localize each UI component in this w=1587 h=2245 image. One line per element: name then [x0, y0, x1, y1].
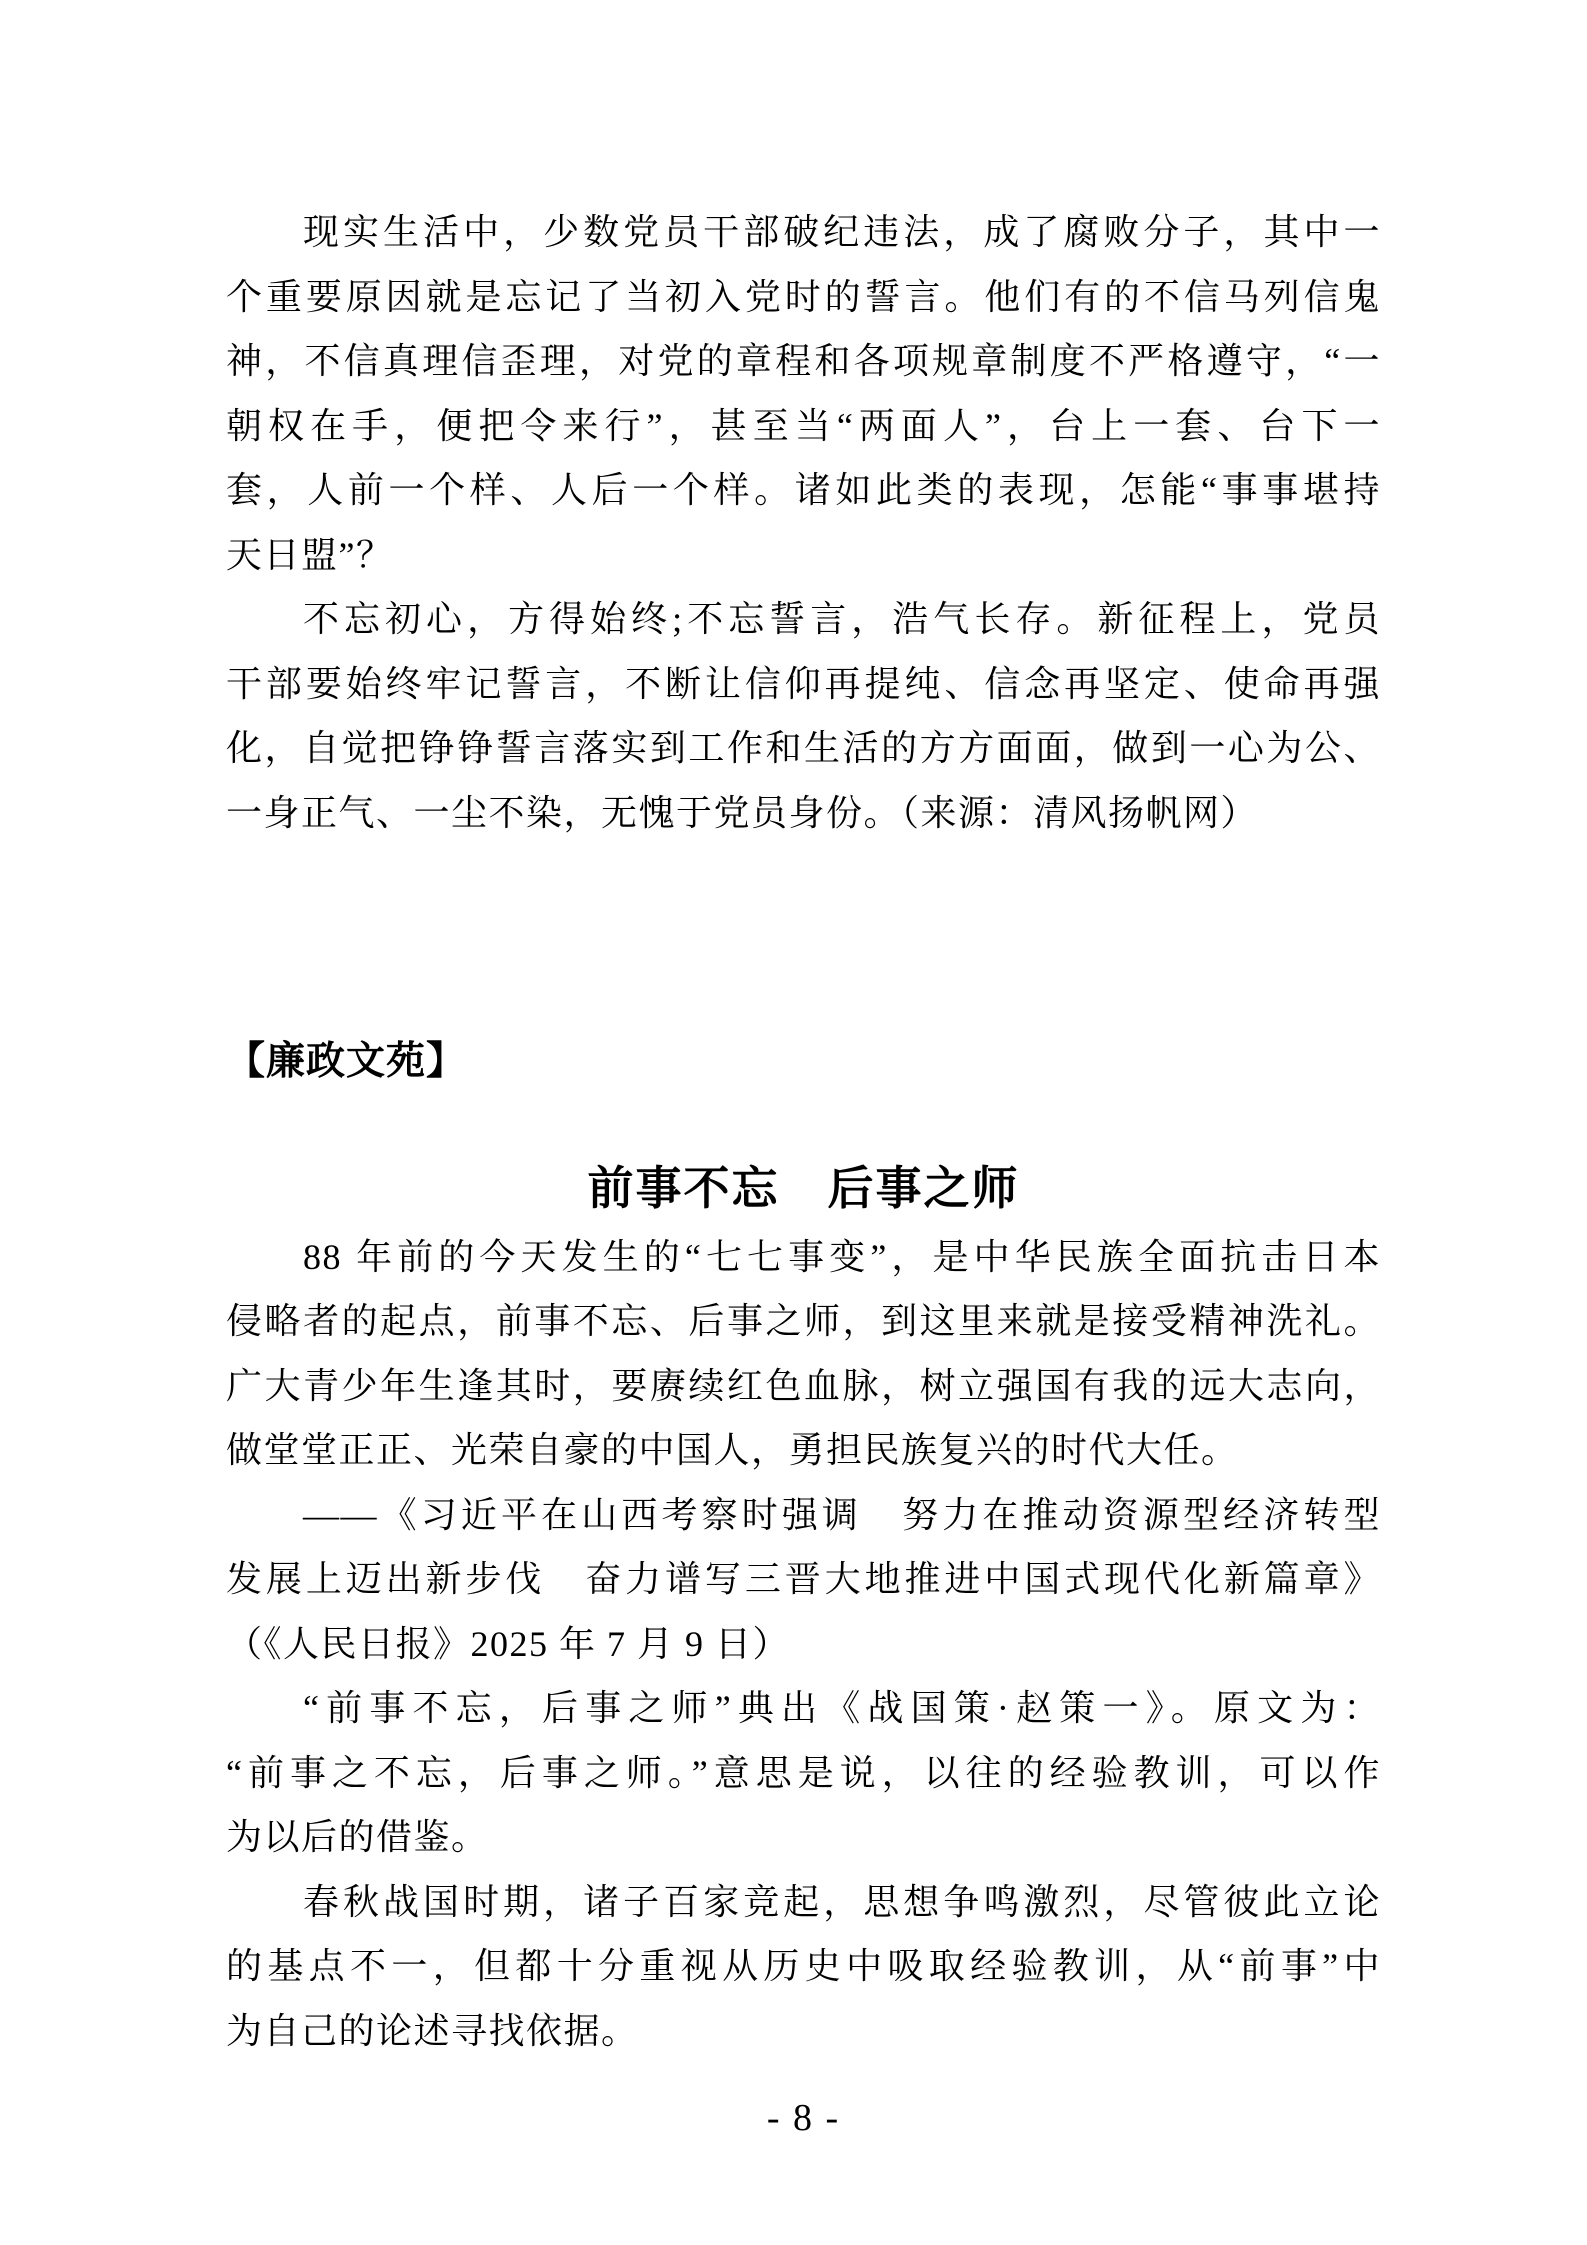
text-line: 广大青少年生逢其时，要赓续红色血脉，树立强国有我的远大志向，	[226, 1365, 1381, 1406]
text-line: ——《习近平在山西考察时强调 努力在推动资源型经济转型	[303, 1494, 1381, 1535]
text-line: 发展上迈出新步伐 奋力谱写三晋大地推进中国式现代化新篇章》	[226, 1559, 1381, 1599]
text-line: 一身正气、一尘不染，无愧于党员身份。（来源：清风扬帆网）	[226, 792, 1259, 833]
document-page	[226, 200, 1381, 2140]
paragraph-citation	[226, 1483, 1381, 1677]
article-title: 前事不忘 后事之师	[587, 1162, 1020, 1214]
text-line: 朝权在手，便把令来行”，甚至当“两面人”，台上一套、台下一	[226, 405, 1381, 446]
text-line: 春秋战国时期，诸子百家竞起，思想争鸣激烈，尽管彼此立论	[303, 1881, 1381, 1922]
text-line: 为自己的论述寻找依据。	[226, 2010, 639, 2051]
text-line: 现实生活中，少数党员干部破纪违法，成了腐败分子，其中一	[303, 212, 1381, 252]
text-line: 套，人前一个样、人后一个样。诸如此类的表现，怎能“事事堪持	[226, 470, 1381, 510]
text-line: 干部要始终牢记誓言，不断让信仰再提纯、信念再坚定、使命再强	[226, 663, 1381, 704]
paragraph	[226, 1676, 1381, 1870]
text-line: 化，自觉把铮铮誓言落实到工作和生活的方方面面，做到一心为公、	[226, 728, 1381, 768]
text-line: 的基点不一，但都十分重视从历史中吸取经验教训，从“前事”中	[226, 1946, 1381, 1986]
text-line: 侵略者的起点，前事不忘、后事之师，到这里来就是接受精神洗礼。	[226, 1301, 1381, 1341]
paragraph	[226, 1225, 1381, 1483]
text-line: 不忘初心，方得始终;不忘誓言，浩气长存。新征程上，党员	[303, 599, 1381, 639]
text-line: 个重要原因就是忘记了当初入党时的誓言。他们有的不信马列信鬼	[226, 276, 1381, 317]
text-line: 天日盟”？	[226, 534, 394, 575]
text-line: 为以后的借鉴。	[226, 1817, 489, 1857]
text-line: 神，不信真理信歪理，对党的章程和各项规章制度不严格遵守，“一	[226, 341, 1381, 381]
paragraph	[226, 200, 1381, 587]
text-line: 88 年前的今天发生的“七七事变”，是中华民族全面抗击日本	[303, 1236, 1381, 1277]
text-line: （《人民日报》2025 年 7 月 9 日）	[226, 1623, 791, 1664]
section-header: 【廉政文苑】	[226, 1040, 467, 1083]
text-line: “前事之不忘，后事之师。”意思是说，以往的经验教训，可以作	[226, 1752, 1381, 1793]
paragraph	[226, 587, 1381, 845]
page-number: - 8 -	[766, 2097, 841, 2139]
text-line: “前事不忘，后事之师”典出《战国策·赵策一》。原文为：	[303, 1688, 1381, 1728]
text-line: 做堂堂正正、光荣自豪的中国人，勇担民族复兴的时代大任。	[226, 1430, 1239, 1470]
paragraph	[226, 1870, 1381, 2064]
